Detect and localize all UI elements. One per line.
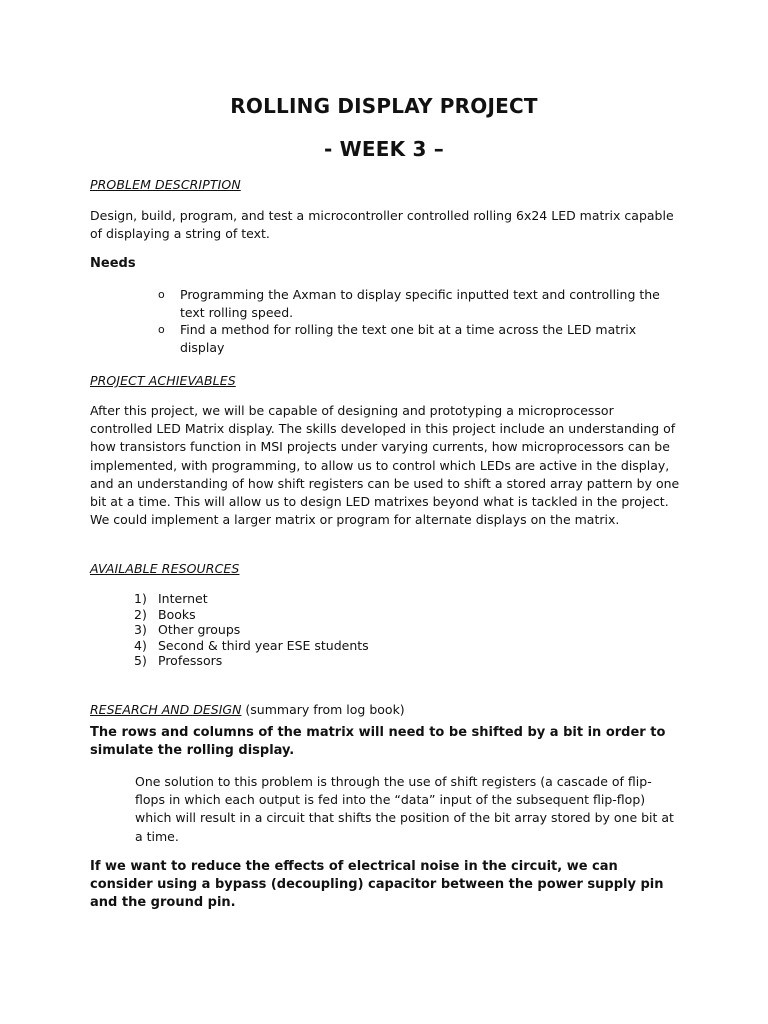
project-achievables-text: After this project, we will be capable of designing and prototyping a microprocessor controlled LED Matrix display. The skills developed in this project include an understanding of how transistors function in MSI projects under varying currents, how microprocessors can be implemented, with programming, to allow us to control which LEDs are active in the display, and an understanding of how shift registers can be used to shift a stored array pattern by one bit at a time. This will allow us to design LED matrixes beyond what is tackled in the project. We could implement a larger matrix or program for alternate displays on the matrix.	[90, 403, 680, 528]
resource-label: Books	[158, 606, 196, 622]
research-point-shift: The rows and columns of the matrix will need to be shifted by a bit in order to simulate the rolling display.	[90, 725, 666, 759]
resource-label: Internet	[158, 591, 208, 606]
list-number: 5)	[134, 653, 147, 668]
needs-label: Needs	[90, 256, 136, 271]
list-item	[134, 591, 369, 607]
list-item	[134, 638, 369, 654]
problem-description-heading: PROBLEM DESCRIPTION	[90, 177, 241, 192]
resource-label: Professors	[158, 653, 223, 668]
bullet-marker: o	[158, 323, 165, 336]
shift-register-detail: One solution to this problem is through the use of shift registers (a cascade of flip-flops in which each output is fed into the “data” input of the subsequent flip-flop) which will result in a circuit that shifts the position of the bit array stored by one bit at a time.	[135, 774, 674, 844]
list-item	[134, 622, 369, 638]
needs-item-text: Programming the Axman to display specific inputted text and controlling the text rolling speed.	[180, 287, 660, 320]
list-item	[156, 321, 676, 356]
research-point-noise: If we want to reduce the effects of electrical noise in the circuit, we can consider using a bypass (decoupling) capacitor between the power supply pin and the ground pin.	[90, 859, 664, 911]
research-design-heading: RESEARCH AND DESIGN	[90, 702, 242, 717]
resource-label: Other groups	[158, 622, 241, 637]
list-item	[134, 653, 369, 669]
list-number: 3)	[134, 622, 147, 637]
document-title: ROLLING DISPLAY PROJECT	[230, 94, 538, 118]
list-item	[156, 286, 676, 321]
research-design-line	[90, 702, 405, 717]
research-design-note: (summary from log book)	[241, 702, 405, 717]
list-number: 2)	[134, 606, 147, 622]
list-number: 4)	[134, 637, 147, 653]
available-resources-heading: AVAILABLE RESOURCES	[90, 561, 240, 576]
needs-list	[156, 286, 676, 356]
document-subtitle: - WEEK 3 –	[324, 137, 444, 161]
list-number: 1)	[134, 591, 147, 606]
resources-list	[134, 591, 369, 669]
problem-description-text: Design, build, program, and test a microcontroller controlled rolling 6x24 LED matrix capable of displaying a string of text.	[90, 208, 674, 242]
needs-item-text: Find a method for rolling the text one bit at a time across the LED matrix display	[180, 322, 637, 355]
bullet-marker: o	[158, 288, 165, 301]
list-item	[134, 607, 369, 623]
project-achievables-heading: PROJECT ACHIEVABLES	[90, 373, 236, 388]
resource-label: Second & third year ESE students	[158, 637, 369, 653]
